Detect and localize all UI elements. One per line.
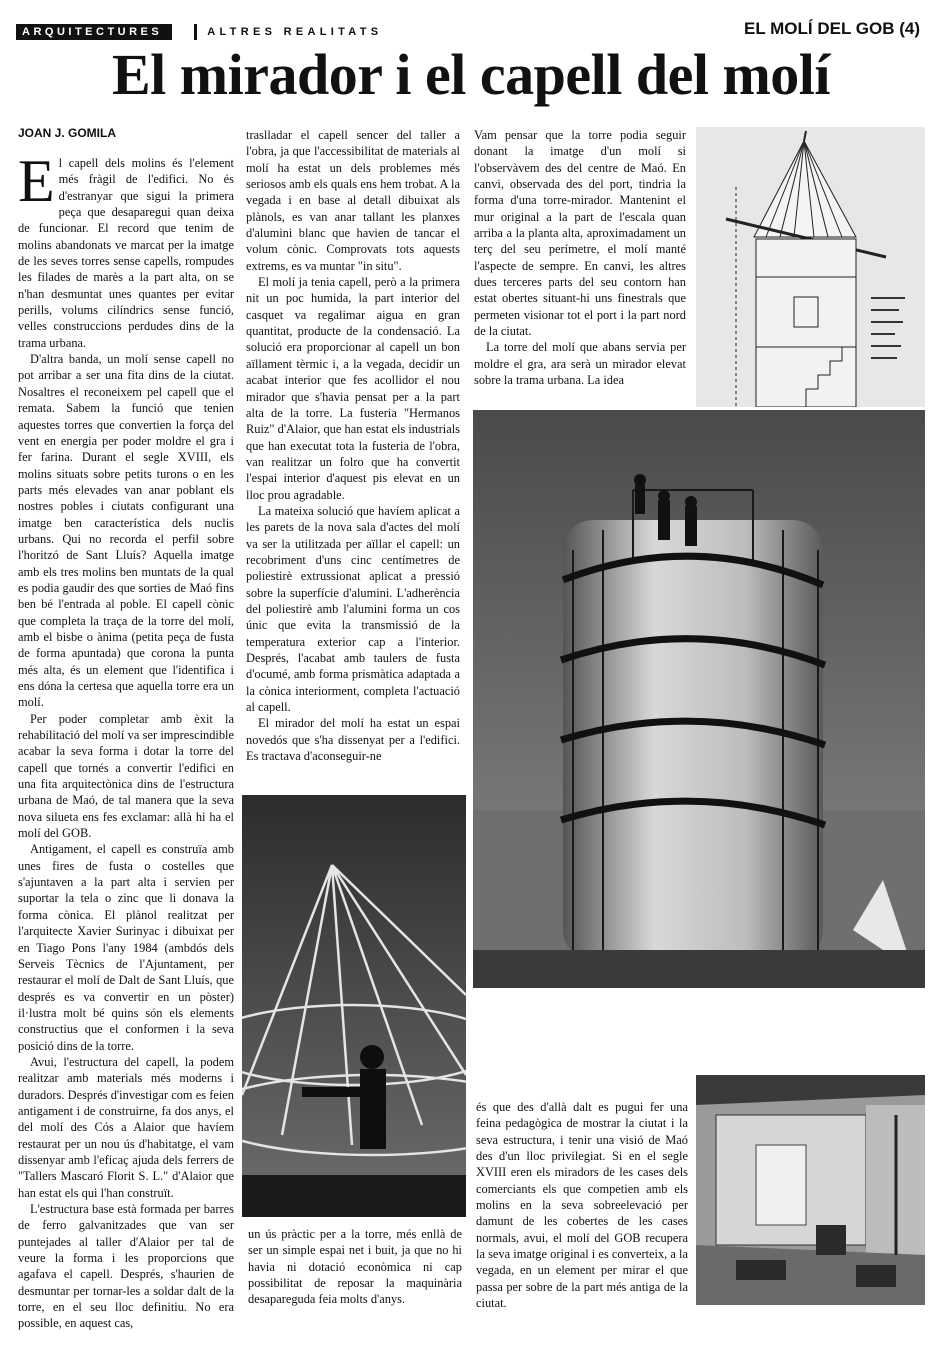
byline: JOAN J. GOMILA <box>18 126 117 140</box>
column-2 <box>246 127 460 764</box>
section-label-other: ALTRES REALITATS <box>207 26 383 38</box>
paragraph: Antigament, el capell es construïa amb unes fires de fusta o costelles que s'ajuntaven a la part alta i servien per suportar la tela o zinc que li donava la forma cònica. El plànol realitzat per l'arquitecte Xavier Surinyac i dibuixat per en Tiago Pons l'any 1984 (ambdós dels Serveis Tècnics de l'Ajuntament, per restaurar el molí de Dalt de Sant Lluís, que després es va convertir en un pòster) il·lustra molt bé quins són els elements constructius que el conformen i la seva posició dins de la torre. <box>18 842 234 1053</box>
plan-drawing-image <box>696 127 925 407</box>
paragraph: Vam pensar que la torre podia seguir donant la imatge d'un molí si l'observàvem des del centre de Maó. En canvi, observada des del port, tindria la forma d'una torre-mirador. Mantenint el mur original a la part de l'escala quan arriba a la planta alta, aproximadament un terç del seu perímetre, el molí manté l'aspecte de sempre. En canvi, les altres dues terceres parts del seu contorn han estat obertes situant-hi uns finestrals que permeten visionar tot el port i la part nord de la ciutat. <box>474 128 686 339</box>
column-1 <box>18 148 234 1332</box>
paragraph: traslladar el capell sencer del taller a l'obra, ja que l'accessibilitat de materials al molí ha estat un dels problemes més seriosos amb els quals ens hem trobat. A la vegada i en base al detall dibuixat als plànols, es van anar tallant les planxes d'alumini blanc que havien de tancar el volum cònic. Comprovats tots aquests extrems, es va muntar "in situ". <box>246 128 460 273</box>
paragraph: és que des d'allà dalt es pugui fer una feina pedagògica de mostrar la ciutat i la seva estructura, i tenir una visió de Maó des d'un lloc privilegiat. Si en el segle XVIII eren els miradors de les cases dels comerciants els que competien amb els molins en la seva sobreelevació per damunt de les cobertes de les cases normals, avui, el molí del GOB recupera la seva imatge original i es converteix, a la vegada, en un element per mirar el que passa per sobre de la part més antiga de la ciutat. <box>476 1100 688 1311</box>
paragraph: La mateixa solució que havíem aplicat a les parets de la nova sala d'actes del molí va ser la utilitzada per aïllar el capell: un recobriment d'uns cinc centímetres de poliestirè extrussionat aplicat a pressió sobre la superfície d'alumini. L'adherència del poliestirè amb l'alumini forma un cos únic que evita la transmissió de la temperatura exterior cap a l'interior. Després, l'acabat amb taulers de fusta d'ocumé, amb forma prismàtica adaptada a la cònica interiorment, completa l'actuació al capell. <box>246 503 460 715</box>
paragraph: un ús pràctic per a la torre, més enllà de ser un simple espai net i buit, ja que no hi havia ni dotació econòmica ni cap possibilitat de reposar la maquinària desapareguda feia molts d'anys. <box>248 1227 462 1307</box>
interior-room-photo <box>696 1075 925 1305</box>
series-title: EL MOLÍ DEL GOB (4) <box>744 19 920 38</box>
paragraph: La torre del molí que abans servia per moldre el gra, ara serà un mirador elevat sobre la trama urbana. La idea <box>474 340 686 388</box>
paragraph: El molí ja tenia capell, però a la primera nit un poc humida, la part interior del casquet va regalimar aigua en gran quantitat, producte de la condensació. La solució era proporcionar al capell un bon aïllament tèrmic i, a la vegada, decidir un acabat interior que fes acollidor el nou mirador que s'havia pensat per a la part alta de la torre. La fusteria "Hermanos Ruiz" d'Alaior, que han estat els industrials que han executat tota la fusteria de l'obra, van realitzar un folro que ha convertit l'espai interior d'aquest pis elevat en un lloc prou agradable. <box>246 275 460 502</box>
section-label-architecture: ARQUITECTURES <box>16 24 172 40</box>
paragraph: D'altra banda, un molí sense capell no pot arribar a ser una fita dins de la ciutat. Nosaltres el reconeixem pel capell que el remata. Sabem la funció que tenien aquestes torres que convertien la força del vent en energia per poder moldre el gra i fer farina. Durant el segle XVIII, els molins situats sobre petits turons o en les parts més elevades van anar poblant els nostres pobles i ciutats configurant una imatge ben característica dels nuclis urbans. Qui no recorda el perfil sobre l'horitzó de Sant Lluís? Aquella imatge amb els tres molins ben muntats de la qual es podia gaudir des que sorties de Maó fins ben bé l'entrada al poble. El capell cònic que completa la traça de la torre del molí, amb el bisbe o ànima (petita peça de fusta de forma apuntada) que corona la punta més alta, és un element que l'identifica i ens dóna la certesa que aquella torre era un molí. <box>18 352 234 710</box>
paragraph: L'estructura base està formada per barres de ferro galvanitzades que van ser puntejades al taller d'Alaior per tal de veure la forma i les proporcions que agafava el capell. Després, s'haurien de desmuntar per tornar-les a soldar dalt de la torre, en el seu lloc definitiu. No era possible, en aquest cas, <box>18 1202 234 1331</box>
tower-scaffolding-photo <box>473 410 925 988</box>
column-3 <box>474 127 686 389</box>
cap-frame-photo <box>242 795 466 1217</box>
paragraph: l capell dels molins és l'element més fràgil de l'edifici. No és d'estranyar que sigui la primera peça que desaparegui quan deixa de funcionar. El record que tenim de molins abandonats ve marcat per la imatge de les seves torres sense capells, rompudes les filades de marès a la part alta, on se n'han desmuntat unes quantes per evitar perills, volums cilíndrics sense funció, velles construccions perdudes dins de la trama urbana. <box>18 156 234 350</box>
drop-cap: E <box>18 148 55 214</box>
section-divider <box>194 24 197 40</box>
paragraph: Avui, l'estructura del capell, la podem realitzar amb materials més moderns i duradors. Després d'investigar com es feien antigament i de construirne, fa dos anys, el del molí des Cós a Alaior que havíem restaurat per un nou ús d'habitatge, el vam dissenyar amb l'eficaç ajuda dels ferrers de "Tallers Mascaró Florit S. L." d'Alaior que han estat els qui l'han construït. <box>18 1054 234 1200</box>
column-2-continuation <box>248 1226 462 1308</box>
paragraph: Per poder completar amb èxit la rehabilitació del molí va ser imprescindible acabar la seva forma i dotar la torre del capell que tornés a convertir l'edifici en una fita arquitectònica dins de l'estructura urbana de Maó, de tal manera que la seva nova silueta ens fes exclamar: allà hi ha el molí del GOB. <box>18 711 234 841</box>
paragraph: El mirador del molí ha estat un espai novedós que s'ha dissenyat per a l'edifici. Es tractava d'aconseguir-ne <box>246 716 460 764</box>
section-kicker <box>16 22 382 42</box>
column-3-continuation <box>476 1099 688 1311</box>
headline: El mirador i el capell del molí <box>111 42 831 107</box>
